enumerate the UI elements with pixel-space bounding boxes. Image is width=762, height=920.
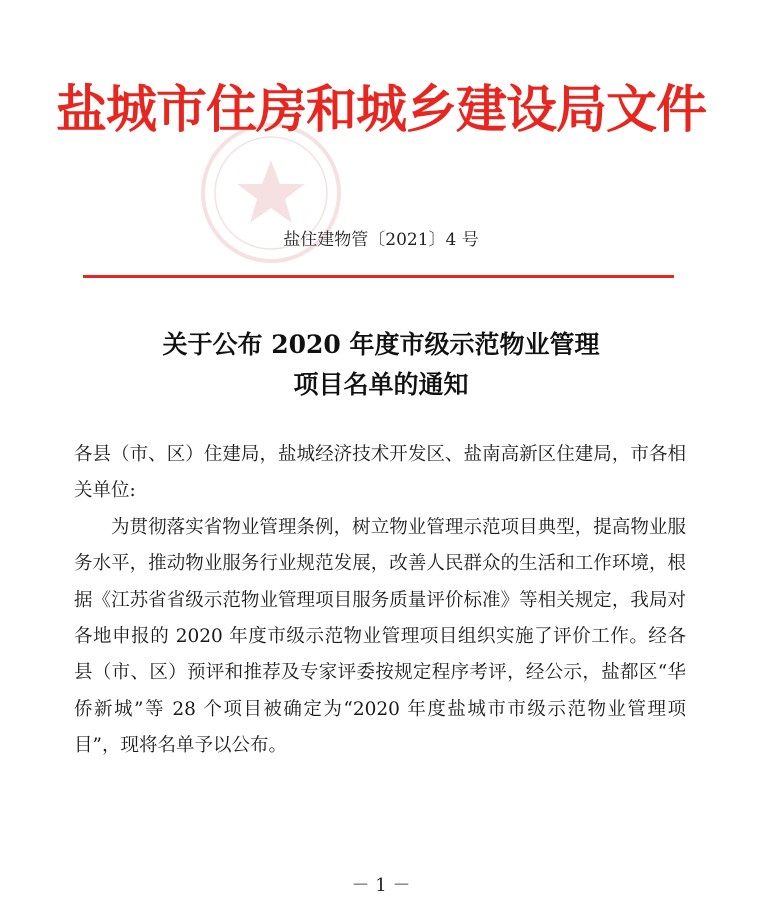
main-paragraph: 为贯彻落实省物业管理条例，树立物业管理示范项目典型，提高物业服务水平，推动物业服务行业规范发展，改善人民群众的生活和工作环境，根据《江苏省省级示范物业管理项目服务质量评价标准》等相关规定，我局对各地申报的 2020 年度市级示范物业管理项目组织实施了评价工作。经各县（市、区）预评和推荐及专家评委按规定程序考评，经公示，盐都区“华侨新城”等 28 个项目被确定为“2020 年度盐城市市级示范物业管理项目”，现将名单予以公布。 (74, 516, 686, 757)
page-number: － 1 － (351, 875, 411, 896)
red-divider-line (83, 275, 674, 278)
document-number: 盐住建物管〔2021〕4 号 (283, 230, 479, 250)
notice-body (74, 437, 686, 765)
addressee-paragraph: 各县（市、区）住建局，盐城经济技术开发区、盐南高新区住建局，市各相关单位: (74, 444, 686, 502)
notice-title (0, 325, 762, 405)
notice-title-line-1: 关于公布 2020 年度市级示范物业管理 (162, 330, 600, 359)
masthead-title: 盐城市住房和城乡建设局文件 (55, 81, 706, 140)
notice-title-line-2: 项目名单的通知 (293, 370, 469, 399)
